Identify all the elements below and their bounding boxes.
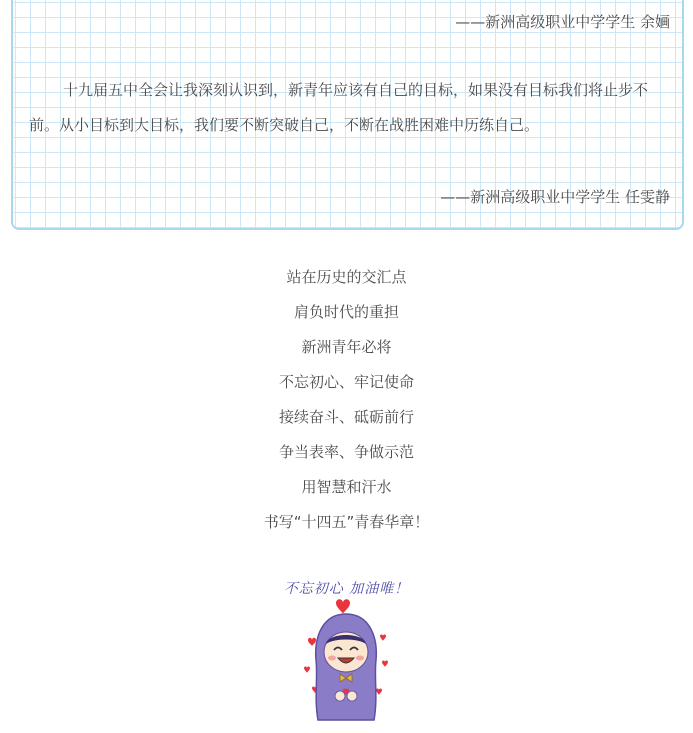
poem-line: 用智慧和汗水 xyxy=(301,478,392,496)
grid-paper-card xyxy=(11,0,684,230)
poem-line: 新洲青年必将 xyxy=(301,338,392,356)
poem-line: 争当表率、争做示范 xyxy=(278,443,414,461)
cheering-cartoon-girl-icon xyxy=(296,598,396,726)
quote-line-1: 十九届五中全会让我深刻认识到，新青年应该有自己的目标，如果没有目标我们将止步不 xyxy=(63,81,649,99)
poem-line: 肩负时代的重担 xyxy=(293,303,399,321)
poem-block xyxy=(0,264,693,544)
quote-paragraph xyxy=(29,73,677,143)
student-signature-1: ——新洲高级职业中学学生 余婳 xyxy=(455,13,670,31)
quote-line-2: 前。从小目标到大目标，我们要不断突破自己，不断在战胜困难中历练自己。 xyxy=(29,116,540,134)
student-signature-2: ——新洲高级职业中学学生 任雯静 xyxy=(440,188,670,206)
poem-line: 站在历史的交汇点 xyxy=(286,268,407,286)
poem-line: 不忘初心、牢记使命 xyxy=(278,373,414,391)
poem-line: 接续奋斗、砥砺前行 xyxy=(278,408,414,426)
sticker-caption: 不忘初心 加油唯！ xyxy=(283,581,410,597)
poem-line: 书写“十四五”青春华章！ xyxy=(263,513,430,531)
